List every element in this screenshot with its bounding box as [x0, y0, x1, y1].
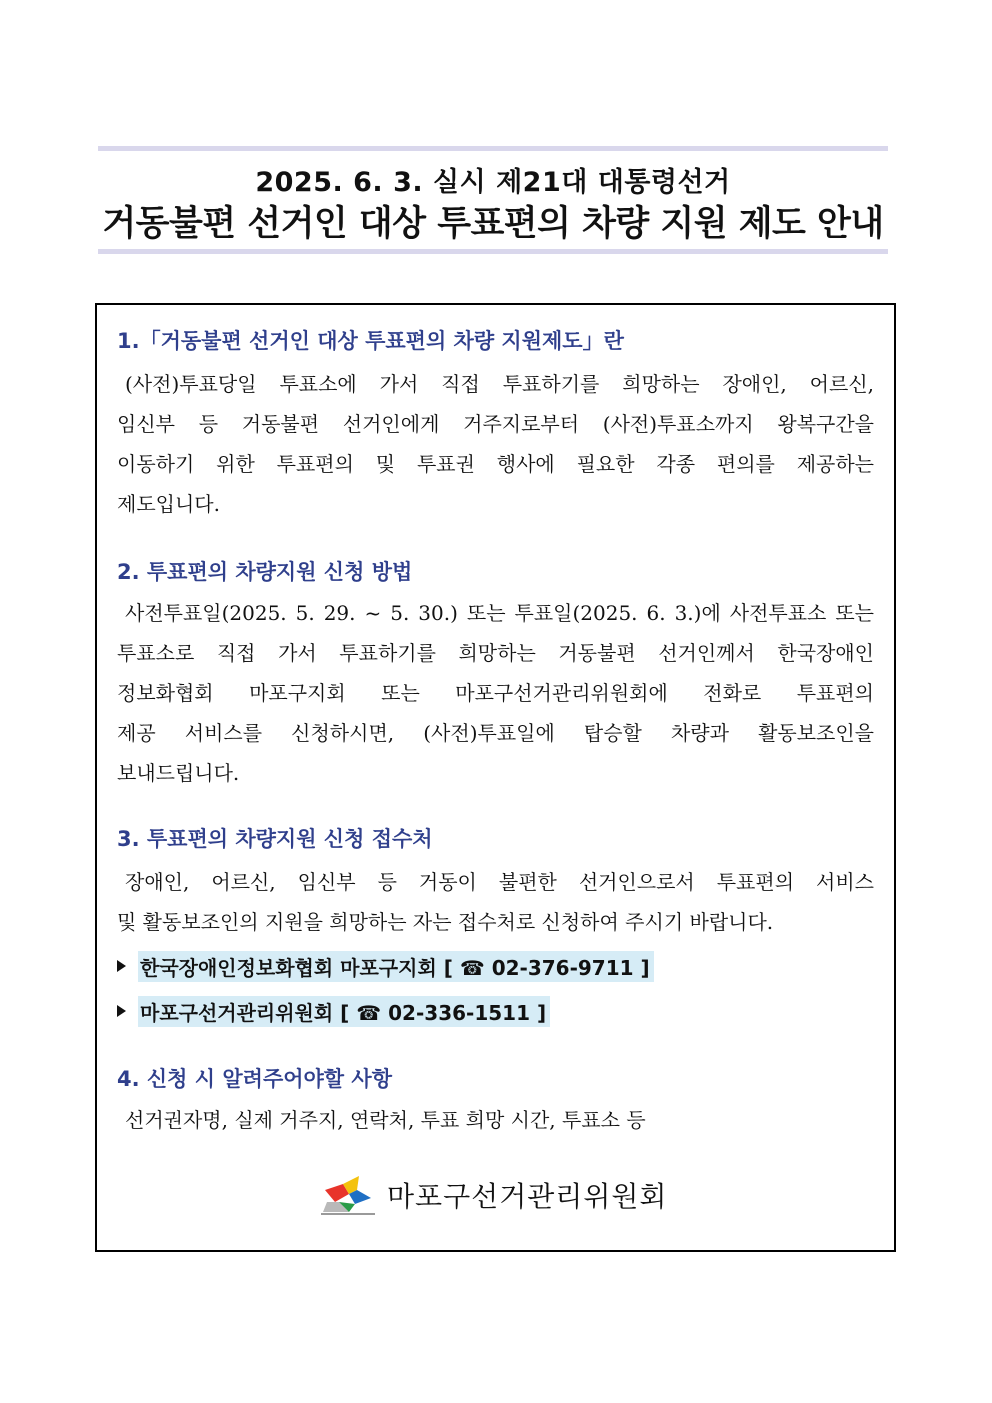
election-title: 2025. 6. 3. 실시 제21대 대통령선거: [255, 167, 731, 198]
title-bottom-rule: [98, 249, 888, 254]
section-2-line: 정보화협회 마포구지회 또는 마포구선거관리위원회에 전화로 투표편의: [117, 681, 874, 705]
section-1-line: 제도입니다.: [117, 492, 220, 516]
contact-text: 한국장애인정보화협회 마포구지회 [ ☎ 02-376-9711 ]: [138, 951, 654, 982]
section-3-line: 장애인, 어르신, 임신부 등 거동이 불편한 선거인으로서 투표편의 서비스: [125, 870, 874, 894]
notice-content-box: [95, 303, 896, 1252]
title-top-rule: [98, 146, 888, 151]
section-2-line: 사전투표일(2025. 5. 29. ~ 5. 30.) 또는 투표일(2025. 6. 3.)에 사전투표소 또는: [125, 601, 874, 625]
section-4-heading: 4. 신청 시 알려주어야할 사항: [117, 1067, 392, 1091]
section-2-body: [117, 593, 874, 793]
section-1-line: (사전)투표당일 투표소에 가서 직접 투표하기를 희망하는 장애인, 어르신,: [125, 372, 874, 396]
contact-item: [117, 996, 550, 1026]
contact-item: [117, 951, 654, 981]
footer-organization: [319, 1170, 667, 1220]
contact-text: 마포구선거관리위원회 [ ☎ 02-336-1511 ]: [138, 996, 550, 1027]
section-2-line: 투표소로 직접 가서 투표하기를 희망하는 거동불편 선거인께서 한국장애인: [117, 641, 874, 665]
section-1-heading: 1.「거동불편 선거인 대상 투표편의 차량 지원제도」란: [117, 329, 624, 353]
nec-ballot-logo-icon: [319, 1172, 377, 1218]
organization-name: 마포구선거관리위원회: [387, 1180, 668, 1213]
triangle-bullet-icon: [117, 960, 126, 972]
section-1-line: 이동하기 위한 투표편의 및 투표권 행사에 필요한 각종 편의를 제공하는: [117, 452, 874, 476]
section-1-line: 임신부 등 거동불편 선거인에게 거주지로부터 (사전)투표소까지 왕복구간을: [117, 412, 874, 436]
section-3-heading: 3. 투표편의 차량지원 신청 접수처: [117, 827, 433, 851]
section-2-line: 보내드립니다.: [117, 761, 240, 785]
section-4-line: 선거권자명, 실제 거주지, 연락처, 투표 희망 시간, 투표소 등: [125, 1108, 646, 1132]
document-title-block: [98, 146, 888, 254]
section-3-line: 및 활동보조인의 지원을 희망하는 자는 접수처로 신청하여 주시기 바랍니다.: [117, 910, 774, 934]
section-1-body: [117, 364, 874, 524]
section-3-body: [117, 862, 874, 942]
notice-title: 거동불편 선거인 대상 투표편의 차량 지원 제도 안내: [102, 204, 884, 244]
triangle-bullet-icon: [117, 1005, 126, 1017]
section-2-line: 제공 서비스를 신청하시면, (사전)투표일에 탑승할 차량과 활동보조인을: [117, 721, 874, 745]
section-4-body: [117, 1100, 874, 1140]
section-2-heading: 2. 투표편의 차량지원 신청 방법: [117, 560, 413, 584]
